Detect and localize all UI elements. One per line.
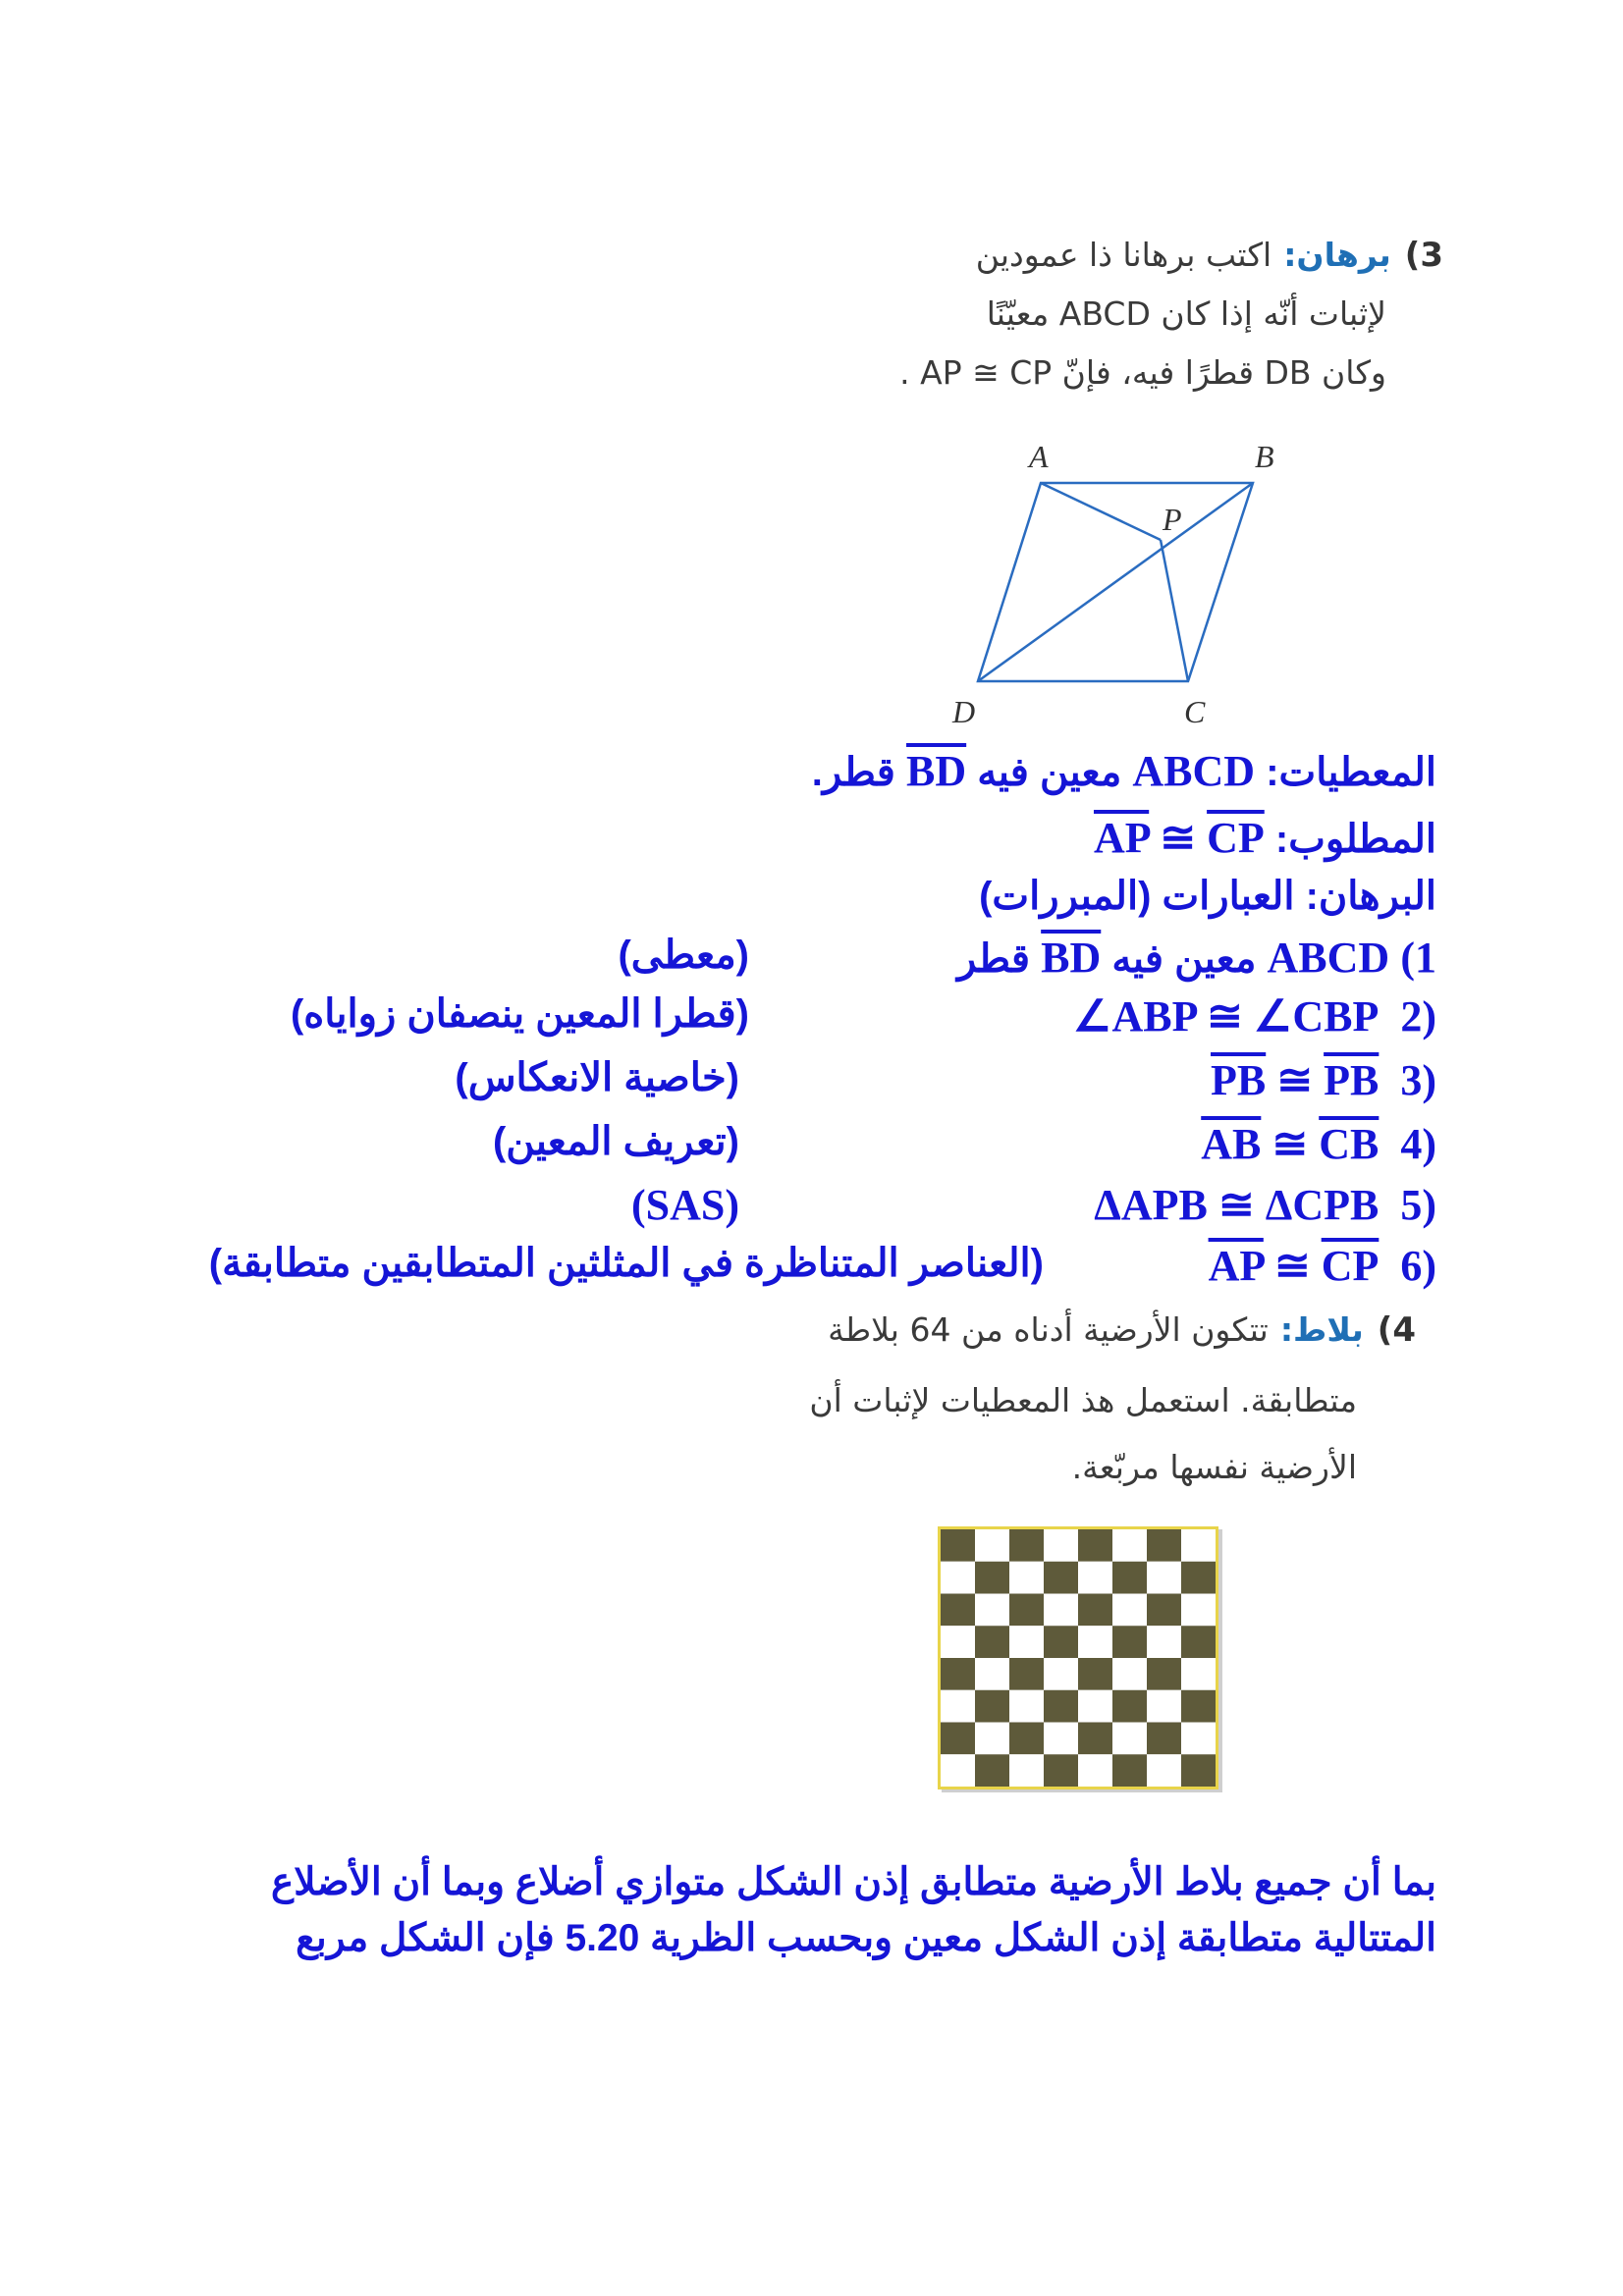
problem-4-number: 4) (1377, 1310, 1416, 1350)
problem-3-line-1 (976, 236, 1443, 276)
conclusion-line-2: المتتالية متطابقة إذن الشكل معين وبحسب الظرية 5.20 فإن الشكل مربع (296, 1917, 1436, 1959)
step-3-statement (1211, 1055, 1436, 1105)
step-6-reason: (العناصر المتناظرة في المثلثين المتطابقين متطابقة) (208, 1242, 1044, 1285)
floor-tile (1181, 1658, 1216, 1690)
conclusion-line-1: بما أن جميع بلاط الأرضية متطابق إذن الشكل متوازي أضلاع وبما أن الأضلاع (270, 1861, 1436, 1903)
floor-tile (1078, 1562, 1112, 1594)
problem-3-text-1: اكتب برهانا ذا عمودين (975, 236, 1272, 274)
floor-tile (1009, 1723, 1044, 1755)
floor-tiles-board (938, 1526, 1218, 1789)
step-1-statement (957, 933, 1436, 983)
floor-tile (975, 1690, 1009, 1723)
floor-tile (1112, 1690, 1147, 1723)
problem-4-line-1 (828, 1310, 1416, 1351)
segment-cp (1161, 540, 1188, 681)
floor-tile (1044, 1594, 1078, 1627)
floor-tile (1147, 1690, 1181, 1723)
step-1-figure: ABCD (1267, 934, 1390, 982)
step-5-text: ΔAPB ≅ ΔCPB (1094, 1181, 1380, 1229)
given-line (812, 746, 1436, 796)
rhombus-figure (943, 432, 1296, 736)
floor-tile (1147, 1754, 1181, 1787)
floor-tile (1078, 1529, 1112, 1562)
floor-tile (975, 1594, 1009, 1627)
floor-tile (1009, 1626, 1044, 1658)
label-a: A (1029, 439, 1049, 474)
floor-tile (1112, 1594, 1147, 1627)
step-6-statement (1209, 1241, 1436, 1291)
floor-tile (975, 1658, 1009, 1690)
required-label: المطلوب: (1274, 818, 1436, 861)
floor-tile (941, 1754, 975, 1787)
board-grid (941, 1529, 1216, 1787)
floor-tile (1147, 1594, 1181, 1627)
step-2-reason: (قطرا المعين ينصفان زواياه) (290, 992, 749, 1036)
floor-tile (1147, 1529, 1181, 1562)
floor-tile (1147, 1658, 1181, 1690)
step-1-reason: (معطى) (618, 934, 749, 977)
step-6-sym: ≅ (1273, 1242, 1311, 1290)
given-label: المعطيات: (1266, 751, 1436, 794)
floor-tile (1112, 1562, 1147, 1594)
step-5-statement (1094, 1180, 1436, 1230)
floor-tile (1112, 1529, 1147, 1562)
floor-tile (1009, 1562, 1044, 1594)
floor-tile (1078, 1594, 1112, 1627)
floor-tile (1044, 1626, 1078, 1658)
step-4-reason: (تعريف المعين) (492, 1120, 739, 1163)
given-segment: BD (906, 747, 967, 795)
step-1-end: قطر (957, 937, 1031, 981)
floor-tile (1009, 1658, 1044, 1690)
floor-tile (1147, 1562, 1181, 1594)
floor-tile (1078, 1690, 1112, 1723)
floor-tile (1078, 1754, 1112, 1787)
floor-tile (1181, 1754, 1216, 1787)
floor-tile (1078, 1626, 1112, 1658)
floor-tile (1181, 1626, 1216, 1658)
floor-tile (1009, 1594, 1044, 1627)
step-5-reason: (SAS) (630, 1181, 739, 1229)
floor-tile (1009, 1754, 1044, 1787)
label-p: P (1163, 502, 1182, 537)
required-seg-2: $\overline{CP}$ (1207, 814, 1265, 862)
floor-tile (1078, 1723, 1112, 1755)
step-4-seg-2: $\overline{CB}$ (1319, 1120, 1380, 1168)
step-3-number: 3) (1400, 1056, 1436, 1104)
floor-tile (1181, 1562, 1216, 1594)
floor-tile (1044, 1723, 1078, 1755)
floor-tile (1147, 1626, 1181, 1658)
problem-4 (687, 1310, 1443, 1507)
floor-tile (1044, 1690, 1078, 1723)
required-sym: ≅ (1160, 814, 1197, 862)
floor-tile (1112, 1626, 1147, 1658)
step-4-sym: ≅ (1271, 1120, 1309, 1168)
step-3-sym: ≅ (1276, 1056, 1314, 1104)
given-figure: ABCD (1132, 747, 1256, 795)
floor-tile (975, 1754, 1009, 1787)
step-1-number: 1) (1400, 934, 1436, 982)
problem-3-number: 3) (1404, 236, 1443, 275)
step-3-seg-2: $\overline{PB}$ (1324, 1056, 1380, 1104)
floor-tile (1044, 1529, 1078, 1562)
required-seg-1: $\overline{AP}$ (1093, 814, 1150, 862)
problem-4-text-1: تتكون الأرضية أدناه من 64 بلاطة (828, 1310, 1269, 1349)
floor-tile (941, 1690, 975, 1723)
rhombus-lines (978, 483, 1253, 681)
proof-header: البرهان: العبارات (المبررات) (979, 875, 1436, 918)
step-6-number: 6) (1400, 1242, 1436, 1290)
problem-3-keyword: برهان: (1283, 236, 1391, 274)
given-end: قطر. (811, 751, 895, 794)
problem-4-text-2: متطابقة. استعمل هذ المعطيات لإثبات أن (809, 1381, 1357, 1419)
floor-tile (941, 1658, 975, 1690)
step-2-text: ∠ABP ≅ ∠CBP (1073, 992, 1380, 1041)
step-1-segment: BD (1041, 934, 1102, 982)
label-c: C (1184, 694, 1206, 729)
floor-tile (975, 1626, 1009, 1658)
floor-tile (941, 1529, 975, 1562)
problem-4-text-3: الأرضية نفسها مربّعة. (1071, 1448, 1357, 1486)
floor-tile (975, 1562, 1009, 1594)
floor-tile (1112, 1658, 1147, 1690)
floor-tile (941, 1723, 975, 1755)
floor-tile (941, 1562, 975, 1594)
floor-tile (1147, 1723, 1181, 1755)
problem-3-text-3: وكان DB قطرًا فيه، فإنّ AP ≅ CP . (899, 353, 1386, 392)
step-1-text: معين فيه (1111, 937, 1257, 981)
step-6-seg-2: $\overline{CP}$ (1321, 1242, 1380, 1290)
floor-tile (941, 1594, 975, 1627)
floor-tile (941, 1626, 975, 1658)
required-statement (1094, 814, 1265, 862)
floor-tile (1009, 1690, 1044, 1723)
floor-tile (1181, 1690, 1216, 1723)
floor-tile (1078, 1658, 1112, 1690)
label-b: B (1255, 439, 1274, 474)
floor-tile (975, 1529, 1009, 1562)
floor-tile (1181, 1529, 1216, 1562)
label-d: D (952, 694, 976, 729)
step-4-seg-1: $\overline{AB}$ (1201, 1120, 1262, 1168)
floor-tile (1181, 1723, 1216, 1755)
step-4-statement (1201, 1119, 1436, 1169)
step-5-number: 5) (1400, 1181, 1436, 1229)
segment-ap (1041, 483, 1161, 540)
problem-3-text-2: لإثبات أنّه إذا كان ABCD معيّنًا (986, 294, 1386, 333)
required-line (1094, 813, 1436, 863)
given-text: معين فيه (977, 751, 1122, 794)
problem-4-keyword: بلاط: (1279, 1310, 1364, 1349)
floor-tile (975, 1723, 1009, 1755)
floor-tile (1112, 1754, 1147, 1787)
step-2-statement (1073, 991, 1436, 1041)
floor-tile (1112, 1723, 1147, 1755)
step-4-number: 4) (1400, 1120, 1436, 1168)
diagonal-db (978, 483, 1253, 681)
step-3-reason: (خاصية الانعكاس) (455, 1056, 739, 1099)
step-6-seg-1: $\overline{AP}$ (1208, 1242, 1264, 1290)
floor-tile (1044, 1658, 1078, 1690)
floor-tile (1044, 1754, 1078, 1787)
floor-tile (1009, 1529, 1044, 1562)
floor-tile (1181, 1594, 1216, 1627)
step-3-seg-1: $\overline{PB}$ (1211, 1056, 1267, 1104)
floor-tile (1044, 1562, 1078, 1594)
step-2-number: 2) (1400, 992, 1436, 1041)
